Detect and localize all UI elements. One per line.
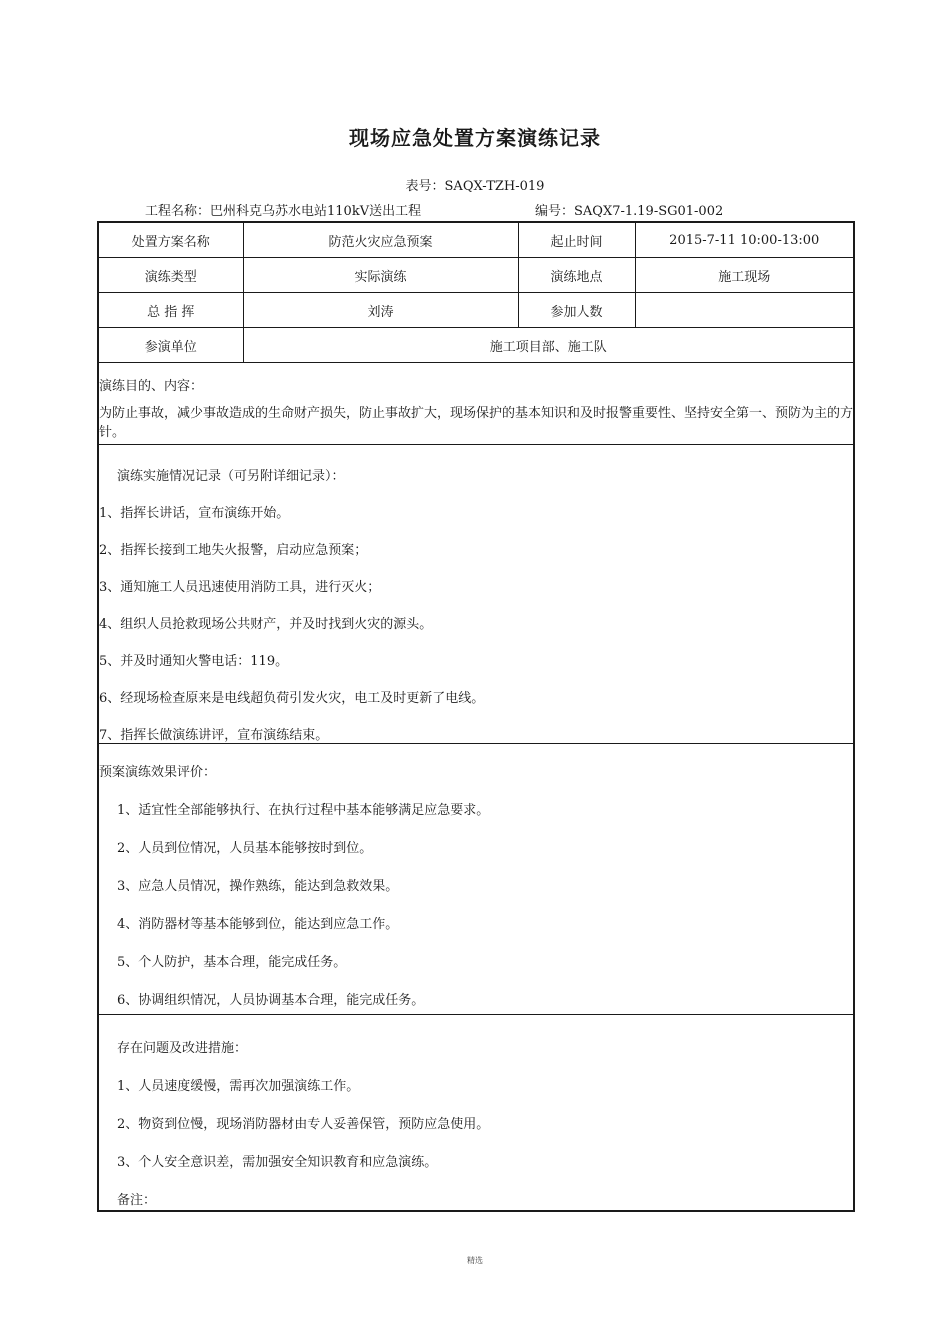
list-item: 4、消防器材等基本能够到位，能达到应急工作。 [117,917,399,932]
list-item: 5、并及时通知火警电话：119。 [99,654,289,669]
list-item: 6、经现场检查原来是电线超负荷引发火灾，电工及时更新了电线。 [99,691,485,706]
list-item: 1、指挥长讲话，宣布演练开始。 [99,506,290,521]
list-item: 1、人员速度缓慢，需再次加强演练工作。 [117,1079,360,1094]
table-row [98,222,854,258]
participants-value [635,293,854,328]
plan-name-label: 处置方案名称 [98,222,243,258]
list-item: 7、指挥长做演练讲评，宣布演练结束。 [99,728,329,743]
implementation-label: 演练实施情况记录（可另附详细记录）： [117,469,345,484]
form-number: 表号：SAQX-TZH-019 [405,179,545,194]
table-row [98,258,854,293]
table-row [98,293,854,328]
page-title: 现场应急处置方案演练记录 [349,126,601,150]
commander-value: 刘涛 [243,293,518,328]
table-row [98,328,854,363]
note-label: 备注： [117,1193,157,1208]
list-item: 4、组织人员抢救现场公共财产，并及时找到火灾的源头。 [99,617,433,632]
purpose-label: 演练目的、内容： [99,379,204,394]
list-item: 1、适宜性全部能够执行、在执行过程中基本能够满足应急要求。 [117,803,490,818]
drill-type-label: 演练类型 [98,258,243,293]
list-item: 3、应急人员情况，操作熟练，能达到急救效果。 [117,879,399,894]
list-item: 2、物资到位慢，现场消防器材由专人妥善保管，预防应急使用。 [117,1117,490,1132]
evaluation-label: 预案演练效果评价： [99,765,217,780]
drill-type-value: 实际演练 [243,258,518,293]
participants-label: 参加人数 [518,293,635,328]
plan-name-value: 防范火灾应急预案 [243,222,518,258]
evaluation-row [98,744,854,1015]
purpose-row [98,363,854,445]
list-item: 6、协调组织情况，人员协调基本合理，能完成任务。 [117,993,425,1008]
project-name: 工程名称：巴州科克乌苏水电站110kV送出工程 [145,204,422,219]
list-item: 2、人员到位情况，人员基本能够按时到位。 [117,841,373,856]
problems-label: 存在问题及改进措施： [117,1041,248,1056]
serial-number: 编号：SAQX7-1.19-SG01-002 [535,204,724,219]
time-value: 2015-7-11 10:00-13:00 [635,222,854,258]
commander-label: 总 指 挥 [98,293,243,328]
location-value: 施工现场 [635,258,854,293]
time-label: 起止时间 [518,222,635,258]
purpose-text: 为防止事故，减少事故造成的生命财产损失，防止事故扩大，现场保护的基本知识和及时报警重要性、坚持安全第一、预防为主的方针。 [99,406,854,440]
list-item: 2、指挥长接到工地失火报警，启动应急预案； [99,543,368,558]
implementation-row [98,445,854,744]
footer-text: 精选 [467,1256,483,1265]
drill-record-table [97,221,855,1212]
list-item: 5、个人防护，基本合理，能完成任务。 [117,955,347,970]
list-item: 3、个人安全意识差，需加强安全知识教育和应急演练。 [117,1155,438,1170]
location-label: 演练地点 [518,258,635,293]
problems-row [98,1015,854,1212]
list-item: 3、通知施工人员迅速使用消防工具，进行灭火； [99,580,381,595]
units-label: 参演单位 [98,328,243,363]
units-value: 施工项目部、施工队 [243,328,854,363]
